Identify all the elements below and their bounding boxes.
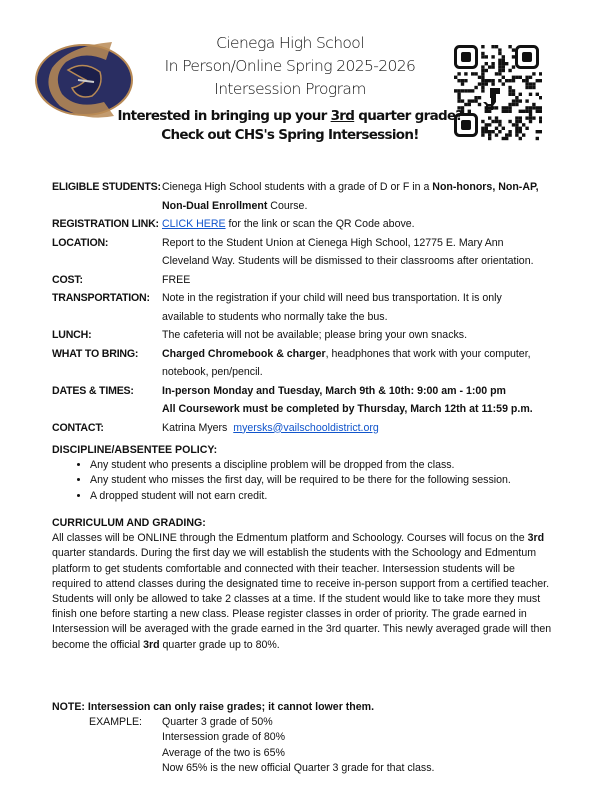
text: Charged Chromebook & charger bbox=[162, 347, 326, 360]
example-line: Now 65% is the new official Quarter 3 grade for that class. bbox=[162, 761, 435, 774]
lunch-label: LUNCH: bbox=[52, 329, 92, 341]
contact-label: CONTACT: bbox=[52, 421, 104, 434]
example-line: Average of the two is 65% bbox=[162, 746, 285, 759]
list-item: • A dropped student will not earn credit. bbox=[90, 489, 572, 504]
contact-email-link[interactable]: myersks@vailschooldistrict.org bbox=[233, 421, 379, 434]
document-title bbox=[150, 32, 430, 101]
example-line: Quarter 3 grade of 50% bbox=[162, 716, 273, 729]
lunch-value: The cafeteria will not be available; please bring your own snacks. bbox=[162, 329, 468, 341]
discipline-heading: DISCIPLINE/ABSENTEE POLICY: bbox=[52, 444, 218, 456]
title-line: Cienega High School bbox=[216, 34, 364, 52]
tagline bbox=[60, 107, 520, 145]
curriculum-heading: CURRICULUM AND GRADING: bbox=[52, 517, 206, 529]
note-section bbox=[52, 700, 572, 777]
eligible-label: ELIGIBLE STUDENTS: bbox=[52, 181, 161, 193]
text: Cleveland Way. Students will be dismissed to their classrooms after orientation. bbox=[162, 255, 534, 267]
registration-link[interactable]: CLICK HERE bbox=[162, 218, 226, 230]
text: Non-honors, Non-AP, bbox=[432, 181, 539, 193]
text: for the link or scan the QR Code above. bbox=[225, 218, 415, 230]
list-item: • Any student who presents a discipline problem will be dropped from the class. bbox=[90, 458, 572, 473]
text: finish one before starting a new class. Please register classes in order of priority. The grade earned in bbox=[52, 608, 527, 621]
text: platform to get students comfortable and connected with their teacher. Intersession students will be bbox=[52, 562, 515, 575]
cost-value: FREE bbox=[162, 273, 191, 286]
transportation-label: TRANSPORTATION: bbox=[52, 292, 150, 304]
list-item: • Any student who misses the first day, will be required to be there for the following session. bbox=[90, 473, 572, 488]
text: In-person Monday and Tuesday, March 9th & 10th: 9:00 am - 1:00 pm bbox=[162, 384, 506, 397]
eligible-value bbox=[162, 178, 582, 215]
tagline-text: Interested in bringing up your bbox=[117, 108, 331, 124]
dates-label: DATES & TIMES: bbox=[52, 384, 134, 397]
location-label: LOCATION: bbox=[52, 236, 109, 249]
text: All classes will be ONLINE through the Edmentum platform and Schoology. Courses will focus on the bbox=[52, 532, 528, 545]
curriculum-section bbox=[52, 516, 572, 653]
text: 3rd bbox=[527, 532, 545, 545]
contact-name: Katrina Myers bbox=[162, 421, 228, 434]
registration-label: REGISTRATION LINK: bbox=[52, 218, 159, 230]
text: quarter grade up to 80%. bbox=[159, 638, 280, 651]
text: Note in the registration if your child will need bus transportation. It is only bbox=[162, 292, 502, 304]
note-heading: NOTE: Intersession can only raise grades; it cannot lower them. bbox=[52, 701, 375, 713]
title-line: Intersession Program bbox=[214, 80, 366, 98]
tagline-line-2: Check out CHS's Spring Intersession! bbox=[161, 127, 419, 143]
cost-label: COST: bbox=[52, 273, 83, 286]
text: Intersession will be averaged with the grade earned in the 3rd quarter. This newly averaged grade will then bbox=[52, 623, 552, 636]
discipline-section bbox=[52, 443, 572, 504]
text: 3rd bbox=[143, 638, 160, 651]
text: notebook, pen/pencil. bbox=[162, 366, 263, 378]
example-line: Intersession grade of 80% bbox=[162, 731, 286, 744]
text: required to attend classes during the designated time to receive in-person support from a certified teacher. bbox=[52, 577, 550, 590]
text: Non-Dual Enrollment bbox=[162, 199, 268, 212]
text: Report to the Student Union at Cienega High School, 12775 E. Mary Ann bbox=[162, 236, 504, 249]
text: become the official bbox=[52, 638, 144, 651]
example-label: EXAMPLE: bbox=[89, 716, 142, 729]
tagline-text: quarter grade? bbox=[354, 108, 463, 124]
text: quarter standards. During the first day we will establish the students with the Schoology and Edmentum bbox=[52, 547, 537, 560]
text: , headphones that work with your computer, bbox=[325, 347, 531, 360]
text: Students will only be allowed to take 2 classes at a time. If the student would like to take more they must bbox=[52, 593, 541, 606]
text: All Coursework must be completed by Thursday, March 12th at 11:59 p.m. bbox=[162, 403, 533, 415]
tagline-emphasis: 3rd bbox=[330, 108, 355, 124]
text: Course. bbox=[267, 199, 308, 212]
title-line: In Person/Online Spring 2025-2026 bbox=[164, 57, 416, 75]
text: Cienega High School students with a grade of D or F in a bbox=[162, 181, 433, 193]
text: available to students who normally take the bus. bbox=[162, 310, 388, 323]
bring-label: WHAT TO BRING: bbox=[52, 347, 139, 360]
